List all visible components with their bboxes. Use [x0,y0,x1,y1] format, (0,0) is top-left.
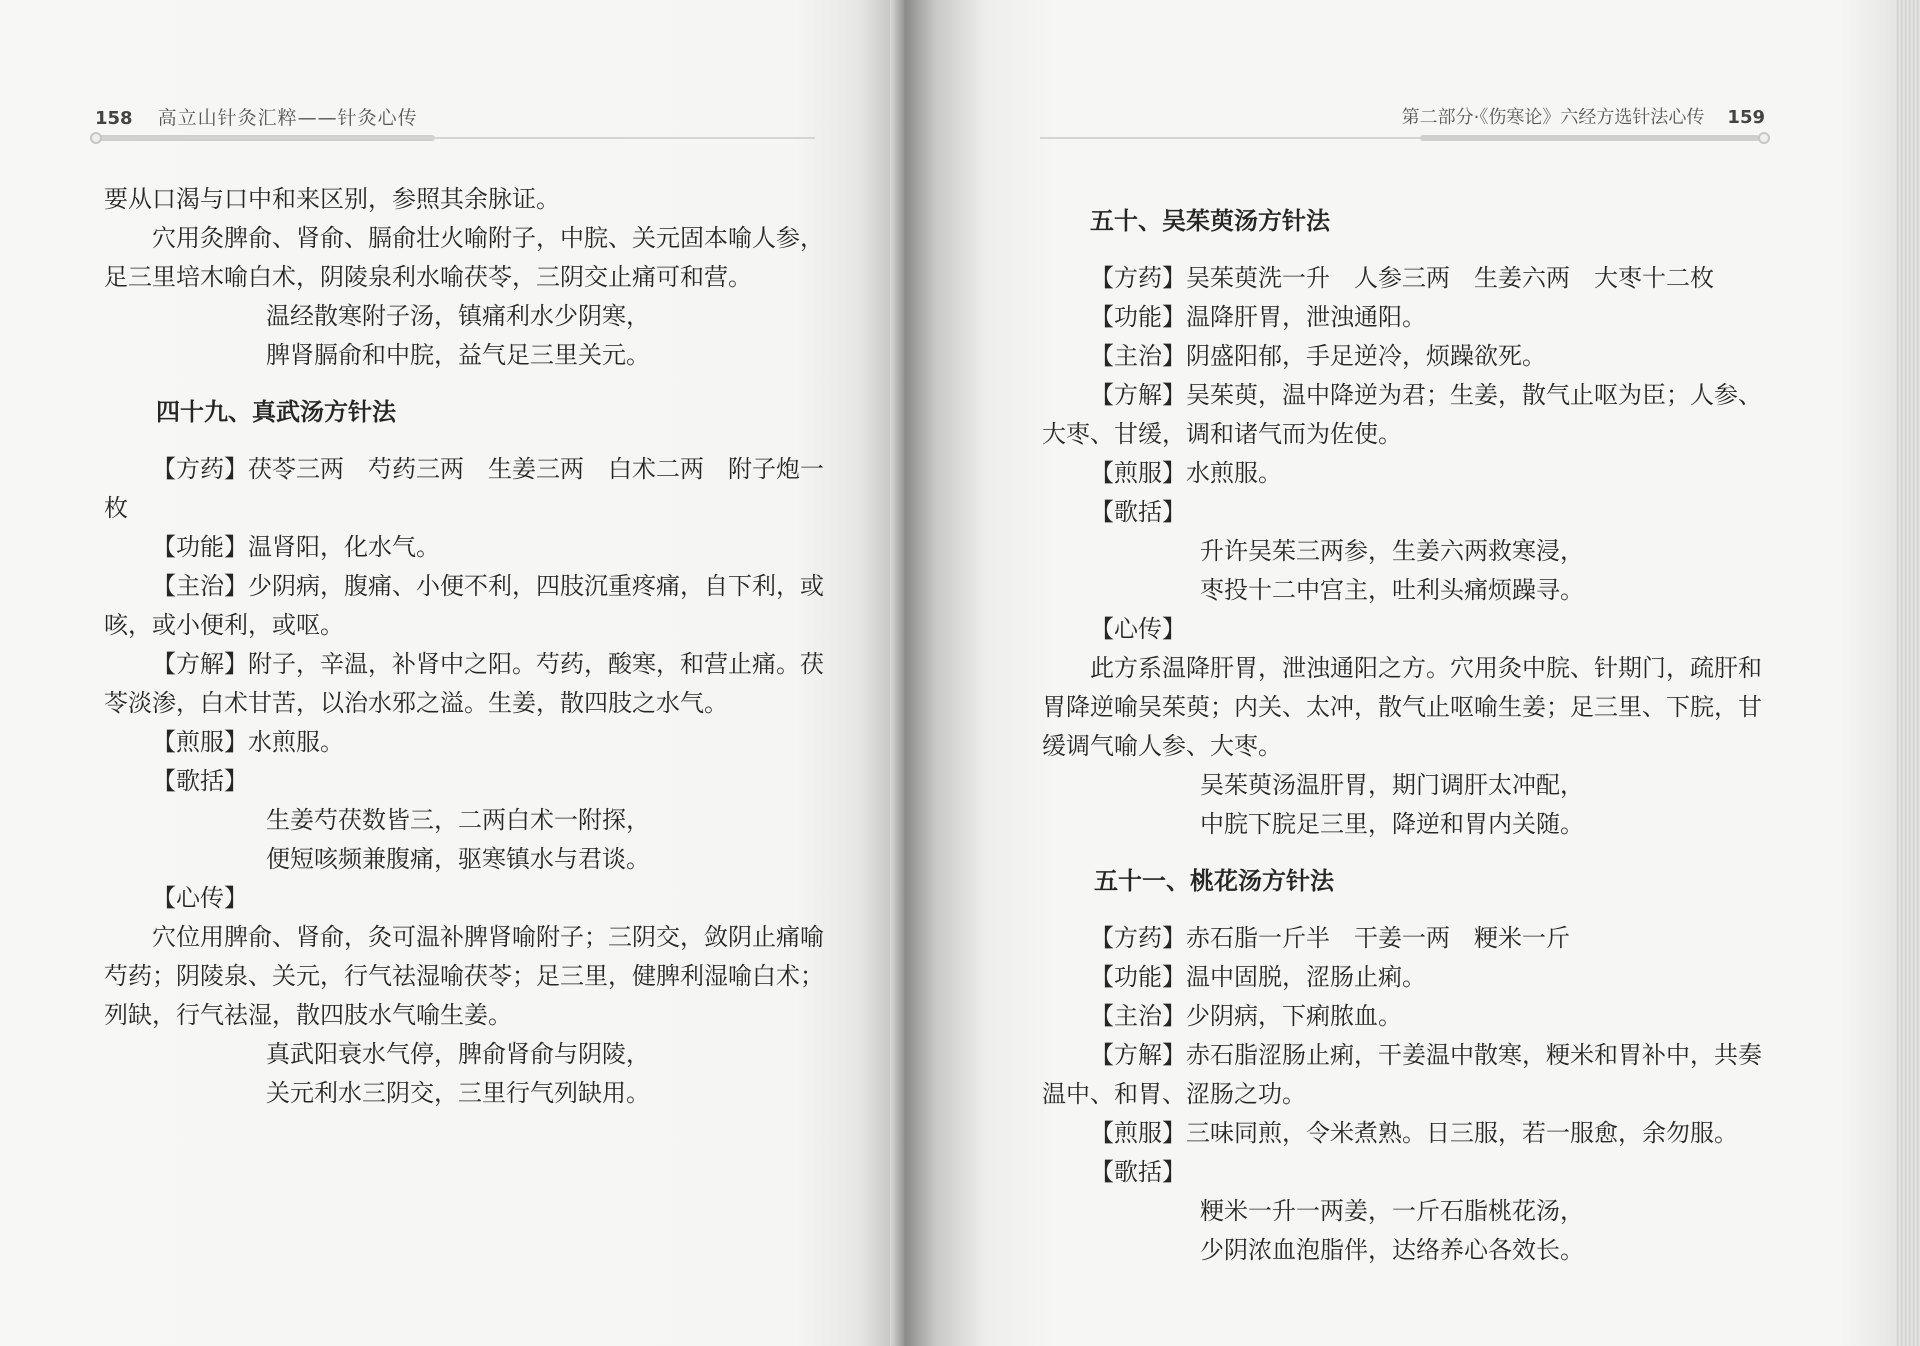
verse-line: 枣投十二中宫主，吐利头痛烦躁寻。 [1200,576,1584,604]
field-xinchuan-label: 【心传】 [152,884,248,912]
left-page-body [104,180,824,1113]
section-heading: 四十九、真武汤方针法 [156,398,396,426]
running-title: 第二部分·《伤寒论》六经方选针法心传 [1401,107,1705,128]
right-page-header [1402,103,1765,129]
page-edge [1896,0,1920,1346]
verse-line: 关元利水三阴交，三里行气列缺用。 [266,1079,650,1107]
field-jianfu: 【煎服】三味同煎，令米煮熟。日三服，若一服愈，余勿服。 [1090,1119,1738,1147]
verse-line: 升许吴茱三两参，生姜六两救寒浸， [1200,537,1584,565]
field-gongneng: 【功能】温中固脱，涩肠止痢。 [1090,963,1426,991]
header-rule [95,137,815,139]
header-rule-accent [1420,135,1760,141]
left-page [0,0,905,1346]
field-gekuo-label: 【歌括】 [1090,498,1186,526]
field-zhuzhi: 【主治】少阴病，腹痛、小便不利，四肢沉重疼痛，自下利，或咳，或小便利，或呕。 [104,572,824,639]
right-page-body [1042,202,1762,1270]
field-zhuzhi: 【主治】阴盛阳郁，手足逆冷，烦躁欲死。 [1090,342,1546,370]
field-gekuo-label: 【歌括】 [1090,1158,1186,1186]
verse-line: 吴茱萸汤温肝胃，期门调肝太冲配， [1200,771,1584,799]
field-fangyao: 【方药】吴茱萸洗一升 人参三两 生姜六两 大枣十二枚 [1090,264,1714,292]
field-fangyao: 【方药】茯苓三两 芍药三两 生姜三两 白术二两 附子炮一枚 [104,455,824,522]
xinchuan-text: 穴位用脾俞、肾俞，灸可温补脾肾喻附子；三阴交，敛阴止痛喻芍药；阴陵泉、关元，行气祛湿喻茯苓；足三里，健脾利湿喻白术；列缺，行气祛湿，散四肢水气喻生姜。 [104,923,824,1029]
field-fangyao: 【方药】赤石脂一斤半 干姜一两 粳米一斤 [1090,924,1570,952]
field-xinchuan-label: 【心传】 [1090,615,1186,643]
verse-line: 便短咳频兼腹痛，驱寒镇水与君谈。 [266,845,650,873]
running-title: 高立山针灸汇粹——针灸心传 [157,107,418,129]
verse-line: 中脘下脘足三里，降逆和胃内关随。 [1200,810,1584,838]
field-gongneng: 【功能】温肾阳，化水气。 [152,533,440,561]
section-heading: 五十一、桃花汤方针法 [1094,867,1334,895]
verse-line: 真武阳衰水气停，脾俞肾俞与阴陵， [266,1040,650,1068]
field-fangjie: 【方解】吴茱萸，温中降逆为君；生姜，散气止呕为臣；人参、大枣、甘缓，调和诸气而为佐使。 [1042,381,1762,448]
header-rule-dot [1758,132,1770,144]
verse-line: 生姜芍茯数皆三，二两白术一附探， [266,806,650,834]
verse-line: 粳米一升一两姜，一斤石脂桃花汤， [1200,1197,1584,1225]
header-rule-dot [90,132,102,144]
field-fangjie: 【方解】附子，辛温，补肾中之阳。芍药，酸寒，和营止痛。茯苓淡渗，白术甘苦，以治水邪之溢。生姜，散四肢之水气。 [104,650,824,717]
section-heading: 五十、吴茱萸汤方针法 [1090,207,1330,235]
field-jianfu: 【煎服】水煎服。 [152,728,344,756]
verse-line: 脾肾膈俞和中脘，益气足三里关元。 [266,341,650,369]
verse-line: 温经散寒附子汤，镇痛利水少阴寒， [266,302,650,330]
verse-line: 少阴浓血泡脂伴，达络养心各效长。 [1200,1236,1584,1264]
field-gekuo-label: 【歌括】 [152,767,248,795]
acupuncture-paragraph: 穴用灸脾俞、肾俞、膈俞壮火喻附子，中脘、关元固本喻人参，足三里培木喻白术，阴陵泉利水喻茯苓，三阴交止痛可和营。 [104,224,824,291]
left-page-header [95,103,418,130]
field-fangjie: 【方解】赤石脂涩肠止痢，干姜温中散寒，粳米和胃补中，共奏温中、和胃、涩肠之功。 [1042,1041,1762,1108]
page-number: 158 [95,108,133,129]
page-number: 159 [1727,107,1765,128]
field-zhuzhi: 【主治】少阴病，下痢脓血。 [1090,1002,1402,1030]
continuation-text: 要从口渴与口中和来区别，参照其余脉证。 [104,185,560,213]
xinchuan-text: 此方系温降肝胃，泄浊通阳之方。穴用灸中脘、针期门，疏肝和胃降逆喻吴茱萸；内关、太冲，散气止呕喻生姜；足三里、下脘，甘缓调气喻人参、大枣。 [1042,654,1762,760]
field-jianfu: 【煎服】水煎服。 [1090,459,1282,487]
field-gongneng: 【功能】温降肝胃，泄浊通阳。 [1090,303,1426,331]
